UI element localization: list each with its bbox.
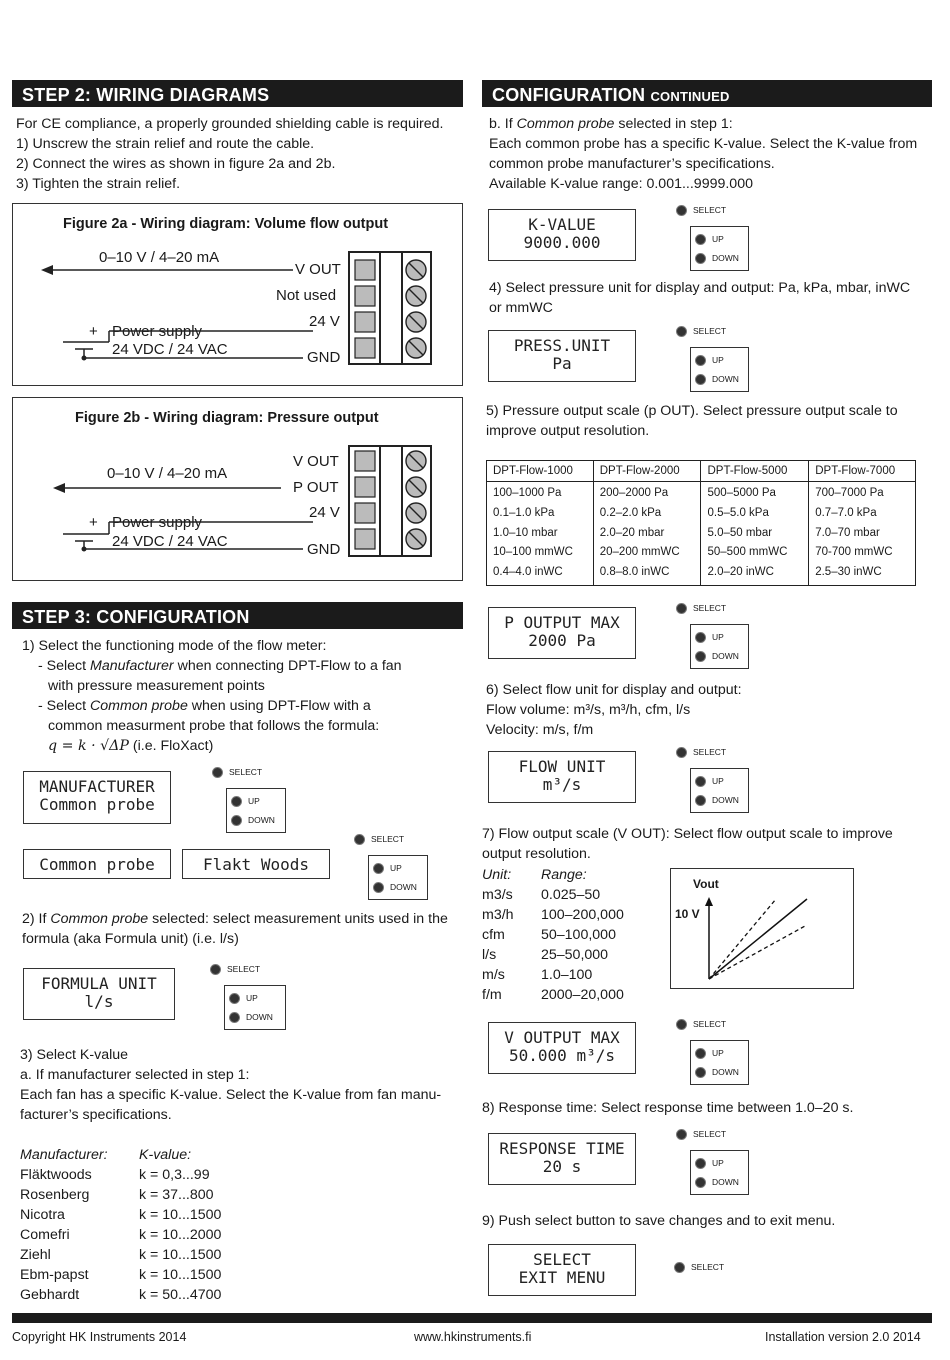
down-button[interactable]: DOWN (691, 249, 739, 268)
up-button[interactable]: UP (691, 1154, 724, 1173)
power-supply-label: Power supply (112, 323, 203, 340)
up-button[interactable]: UP (691, 628, 724, 647)
terminal-label: P OUT (293, 479, 339, 496)
up-down-buttons (690, 226, 749, 271)
power-supply-spec: 24 VDC / 24 VAC (112, 533, 228, 550)
step3-text: - Select Manufacturer when connecting DPT-Flow to a fan (38, 658, 402, 674)
table-header-row (487, 461, 916, 482)
lcd-exit-menu: SELECT EXIT MENU (488, 1244, 636, 1296)
range-unit: m3/s (482, 887, 513, 903)
plus-sign: + (89, 323, 98, 340)
footer-bar (12, 1313, 932, 1323)
config-text: 4) Select pressure unit for display and output: Pa, kPa, mbar, inWC (489, 280, 911, 296)
down-button[interactable]: DOWN (691, 791, 739, 810)
kvalue-manufacturer: Gebhardt (20, 1287, 80, 1303)
lcd-v-output-max: V OUTPUT MAX 50.000 m³/s (488, 1022, 636, 1074)
select-button[interactable]: SELECT (672, 599, 726, 618)
up-down-buttons (690, 1150, 749, 1195)
kvalue-range: k = 0,3...99 (139, 1167, 210, 1183)
plus-sign: + (89, 514, 98, 531)
graph-10v-label: 10 V (675, 907, 700, 921)
step3-text: 1) Select the functioning mode of the flow meter: (22, 638, 327, 654)
pressure-scale-table (486, 460, 916, 586)
step3-text: common measurment probe that follows the formula: (48, 718, 380, 734)
step3-text: - Select Common probe when using DPT-Flow with a (38, 698, 371, 714)
kvalue-manufacturer: Ebm-papst (20, 1267, 89, 1283)
select-button[interactable]: SELECT (206, 960, 260, 979)
up-button[interactable]: UP (691, 351, 724, 370)
select-button[interactable]: SELECT (672, 201, 726, 220)
step3-text: a. If manufacturer selected in step 1: (20, 1067, 250, 1083)
up-button[interactable]: UP (227, 792, 260, 811)
config-header: CONFIGURATION CONTINUED (482, 80, 932, 107)
down-button[interactable]: DOWN (691, 1173, 739, 1192)
figure-2b (12, 397, 463, 581)
kvalue-manufacturer: Rosenberg (20, 1187, 90, 1203)
lcd-option-common-probe: Common probe (23, 849, 171, 879)
graph-vout-label: Vout (693, 877, 719, 891)
kvalue-manufacturer: Nicotra (20, 1207, 65, 1223)
select-button[interactable]: SELECT (672, 1015, 726, 1034)
step3-text: facturer’s specifications. (20, 1107, 172, 1123)
range-value: 2000–20,000 (541, 987, 624, 1003)
down-button[interactable]: DOWN (227, 811, 275, 830)
range-header-unit: Unit: (482, 867, 512, 883)
table-header-cell: DPT-Flow-7000 (809, 461, 916, 482)
footer-copyright: Copyright HK Instruments 2014 (12, 1330, 187, 1344)
figure-2a-title: Figure 2a - Wiring diagram: Volume flow output (63, 216, 389, 232)
config-text: 6) Select flow unit for display and output: (486, 682, 742, 698)
kvalue-manufacturer: Fläktwoods (20, 1167, 92, 1183)
table-header-cell: DPT-Flow-1000 (487, 461, 594, 482)
select-button[interactable]: SELECT (670, 1258, 724, 1277)
terminal-label: V OUT (293, 453, 339, 470)
up-down-buttons (690, 768, 749, 813)
config-text: improve output resolution. (486, 423, 650, 439)
wiring-diagram-2b (13, 398, 464, 582)
up-down-buttons (226, 788, 286, 833)
config-text: 8) Response time: Select response time between 1.0–20 s. (482, 1100, 854, 1116)
down-button[interactable]: DOWN (691, 370, 739, 389)
wiring-diagram-2a (13, 204, 464, 387)
up-down-buttons (690, 624, 749, 669)
up-button[interactable]: UP (691, 230, 724, 249)
kvalue-range: k = 10...2000 (139, 1227, 222, 1243)
vout-graph-lines (671, 869, 855, 990)
table-cell: 700–7000 Pa 0.7–7.0 kPa 7.0–70 mbar 70-700 mmWC 2.5–30 inWC (809, 482, 916, 586)
range-value: 0.025–50 (541, 887, 601, 903)
formula: q = k · √ΔP (i.e. FloXact) (48, 738, 214, 754)
terminal-label: Not used (276, 287, 337, 304)
kvalue-range: k = 37...800 (139, 1187, 214, 1203)
down-button[interactable]: DOWN (369, 878, 417, 897)
config-text: Flow volume: m³/s, m³/h, cfm, l/s (486, 702, 691, 718)
step2-intro-line: 1) Unscrew the strain relief and route the cable. (16, 136, 315, 152)
terminal-label: GND (307, 541, 341, 558)
terminal-label: 24 V (309, 504, 340, 521)
range-unit: l/s (482, 947, 497, 963)
range-value: 50–100,000 (541, 927, 616, 943)
up-button[interactable]: UP (225, 989, 258, 1008)
step2-header: STEP 2: WIRING DIAGRAMS (12, 80, 463, 107)
down-button[interactable]: DOWN (691, 647, 739, 666)
up-down-buttons (690, 1040, 749, 1085)
config-text: Each common probe has a specific K-value. Select the K-value from (489, 136, 918, 152)
kvalue-range: k = 50...4700 (139, 1287, 222, 1303)
kvalue-range: k = 10...1500 (139, 1267, 222, 1283)
select-button[interactable]: SELECT (672, 1125, 726, 1144)
lcd-k-value: K-VALUE 9000.000 (488, 209, 636, 261)
terminal-label: V OUT (295, 261, 341, 278)
range-header-range: Range: (541, 867, 587, 883)
step3-text: formula (aka Formula unit) (i.e. l/s) (22, 931, 239, 947)
lcd-p-output-max: P OUTPUT MAX 2000 Pa (488, 607, 636, 659)
kvalue-header-k: K-value: (139, 1147, 192, 1163)
select-button[interactable]: SELECT (672, 322, 726, 341)
table-header-cell: DPT-Flow-2000 (593, 461, 701, 482)
down-button[interactable]: DOWN (225, 1008, 273, 1027)
signal-label: 0–10 V / 4–20 mA (99, 249, 220, 266)
table-header-cell: DPT-Flow-5000 (701, 461, 809, 482)
lcd-display-mode: MANUFACTURER Common probe (23, 771, 171, 824)
select-button[interactable]: SELECT (672, 743, 726, 762)
config-text: Available K-value range: 0.001...9999.000 (489, 176, 753, 192)
terminal-label: 24 V (309, 313, 340, 330)
kvalue-range: k = 10...1500 (139, 1247, 222, 1263)
up-down-buttons (690, 347, 749, 392)
table-cell: 500–5000 Pa 0.5–5.0 kPa 5.0–50 mbar 50–500 mmWC 2.0–20 inWC (701, 482, 809, 586)
terminal-label: GND (307, 349, 341, 366)
lcd-press-unit: PRESS.UNIT Pa (488, 330, 636, 382)
step2-intro-line: For CE compliance, a properly grounded shielding cable is required. (16, 116, 444, 132)
figure-2a (12, 203, 463, 386)
lcd-response-time: RESPONSE TIME 20 s (488, 1133, 636, 1185)
step3-text: with pressure measurement points (48, 678, 265, 694)
step3-text: Each fan has a specific K-value. Select the K-value from fan manu- (20, 1087, 442, 1103)
up-button[interactable]: UP (691, 1044, 724, 1063)
range-value: 100–200,000 (541, 907, 624, 923)
footer-version: Installation version 2.0 2014 (765, 1330, 921, 1344)
select-button[interactable]: SELECT (208, 763, 262, 782)
lcd-flow-unit: FLOW UNIT m³/s (488, 751, 636, 803)
kvalue-header-manufacturer: Manufacturer: (20, 1147, 108, 1163)
up-button[interactable]: UP (369, 859, 402, 878)
footer-url[interactable]: www.hkinstruments.fi (414, 1330, 532, 1344)
range-unit: m/s (482, 967, 505, 983)
step3-text: 3) Select K-value (20, 1047, 129, 1063)
vout-graph (670, 868, 854, 989)
range-unit: cfm (482, 927, 505, 943)
config-text: b. If Common probe selected in step 1: (489, 116, 733, 132)
up-button[interactable]: UP (691, 772, 724, 791)
config-text: 9) Push select button to save changes and to exit menu. (482, 1213, 836, 1229)
lcd-option-flakt-woods: Flakt Woods (182, 849, 330, 879)
kvalue-manufacturer: Comefri (20, 1227, 70, 1243)
step2-intro-line: 2) Connect the wires as shown in figure 2a and 2b. (16, 156, 336, 172)
config-text: or mmWC (489, 300, 553, 316)
range-value: 25–50,000 (541, 947, 609, 963)
config-text: 7) Flow output scale (V OUT): Select flow output scale to improve (482, 826, 893, 842)
table-row (487, 482, 916, 586)
config-text: output resolution. (482, 846, 591, 862)
up-down-buttons (368, 855, 428, 900)
config-text: Velocity: m/s, f/m (486, 722, 594, 738)
range-value: 1.0–100 (541, 967, 593, 983)
config-text: common probe manufacturer’s specifications. (489, 156, 775, 172)
figure-2b-title: Figure 2b - Wiring diagram: Pressure output (75, 410, 379, 426)
kvalue-manufacturer: Ziehl (20, 1247, 51, 1263)
step3-text: 2) If Common probe selected: select measurement units used in the (22, 911, 448, 927)
down-button[interactable]: DOWN (691, 1063, 739, 1082)
range-unit: f/m (482, 987, 502, 1003)
select-button[interactable]: SELECT (350, 830, 404, 849)
step2-intro-line: 3) Tighten the strain relief. (16, 176, 181, 192)
range-unit: m3/h (482, 907, 514, 923)
table-cell: 200–2000 Pa 0.2–2.0 kPa 2.0–20 mbar 20–200 mmWC 0.8–8.0 inWC (593, 482, 701, 586)
step3-header: STEP 3: CONFIGURATION (12, 602, 463, 629)
up-down-buttons (224, 985, 286, 1030)
power-supply-spec: 24 VDC / 24 VAC (112, 341, 228, 358)
power-supply-label: Power supply (112, 514, 203, 531)
kvalue-range: k = 10...1500 (139, 1207, 222, 1223)
table-cell: 100–1000 Pa 0.1–1.0 kPa 1.0–10 mbar 10–100 mmWC 0.4–4.0 inWC (487, 482, 594, 586)
lcd-formula-unit: FORMULA UNIT l/s (23, 968, 175, 1020)
signal-label: 0–10 V / 4–20 mA (107, 465, 228, 482)
config-text: 5) Pressure output scale (p OUT). Select pressure output scale to (486, 403, 898, 419)
